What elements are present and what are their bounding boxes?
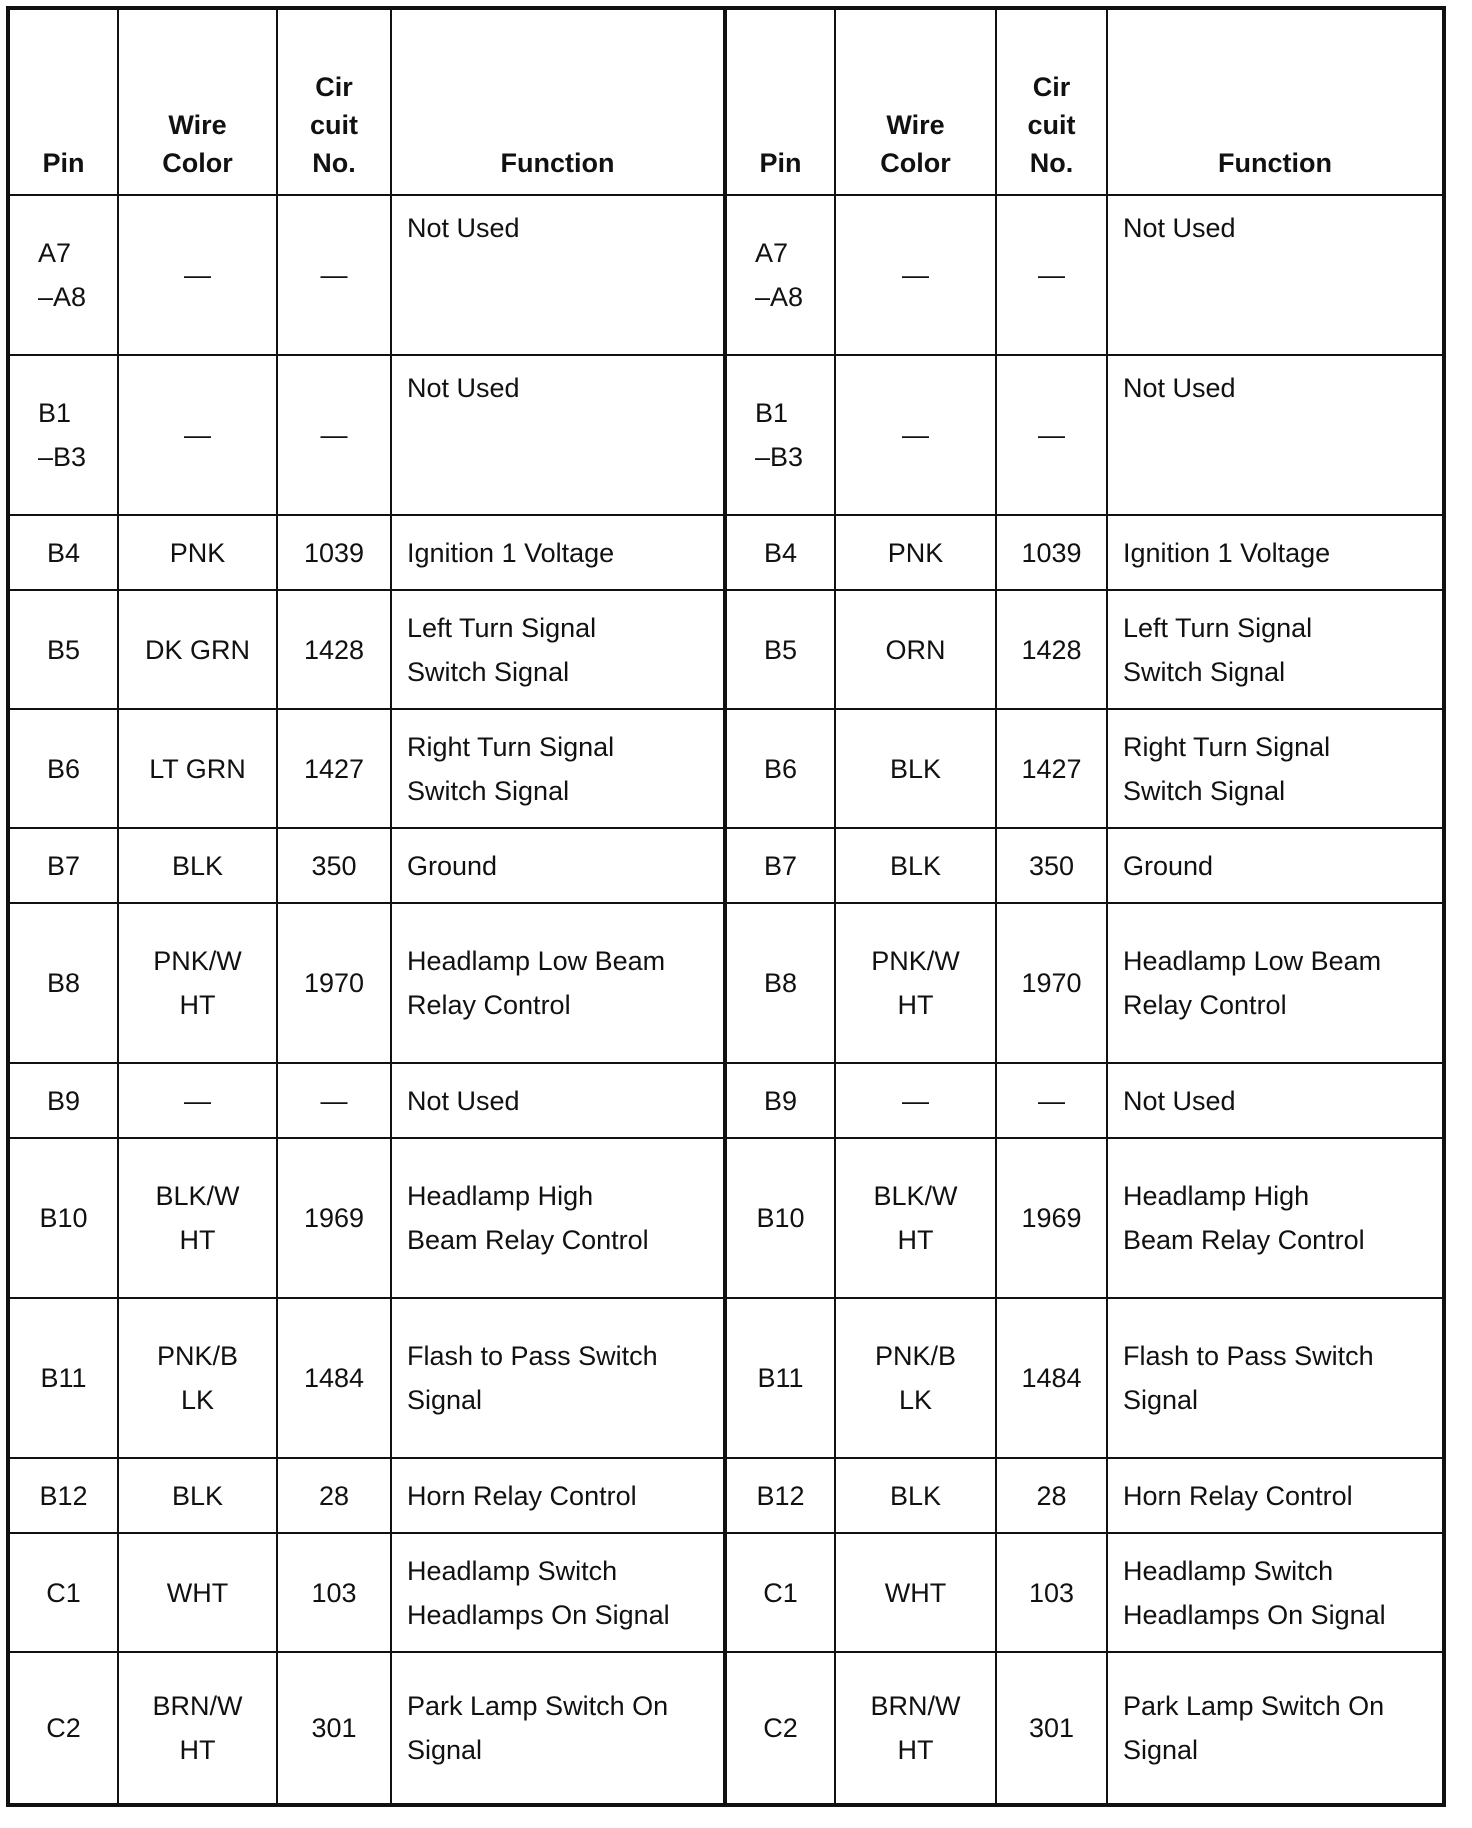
pin-cell: B9 bbox=[725, 1063, 835, 1138]
table-row bbox=[8, 355, 1444, 515]
pin-cell: B6 bbox=[725, 709, 835, 828]
table-row bbox=[8, 195, 1444, 355]
wire-color-cell: PNK bbox=[118, 515, 277, 590]
table-row bbox=[8, 515, 1444, 590]
function-cell: Park Lamp Switch On Signal bbox=[1107, 1652, 1444, 1805]
function-cell: Not Used bbox=[391, 355, 725, 515]
wire-color-cell: LT GRN bbox=[118, 709, 277, 828]
wire-color-cell: PNK bbox=[835, 515, 996, 590]
circuit-cell: — bbox=[277, 195, 391, 355]
pin-cell: C2 bbox=[725, 1652, 835, 1805]
circuit-cell: 1484 bbox=[277, 1298, 391, 1458]
wire-color-cell: — bbox=[118, 355, 277, 515]
wire-color-cell: BRN/W HT bbox=[118, 1652, 277, 1805]
circuit-cell: 1427 bbox=[277, 709, 391, 828]
wire-color-cell: BLK bbox=[118, 828, 277, 903]
wire-color-cell: BLK/W HT bbox=[118, 1138, 277, 1298]
circuit-cell: 1970 bbox=[277, 903, 391, 1063]
function-cell: Left Turn Signal Switch Signal bbox=[1107, 590, 1444, 709]
function-cell: Headlamp High Beam Relay Control bbox=[1107, 1138, 1444, 1298]
header-pin: Pin bbox=[8, 8, 118, 195]
function-cell: Headlamp Switch Headlamps On Signal bbox=[391, 1533, 725, 1652]
pin-cell: B7 bbox=[8, 828, 118, 903]
pin-cell: B4 bbox=[725, 515, 835, 590]
pin-cell: B9 bbox=[8, 1063, 118, 1138]
function-cell: Headlamp High Beam Relay Control bbox=[391, 1138, 725, 1298]
function-cell: Ignition 1 Voltage bbox=[1107, 515, 1444, 590]
pin-cell: C1 bbox=[725, 1533, 835, 1652]
function-cell: Left Turn Signal Switch Signal bbox=[391, 590, 725, 709]
table-row bbox=[8, 903, 1444, 1063]
pin-cell: B6 bbox=[8, 709, 118, 828]
circuit-cell: 1039 bbox=[277, 515, 391, 590]
function-cell: Ground bbox=[391, 828, 725, 903]
function-cell: Flash to Pass Switch Signal bbox=[391, 1298, 725, 1458]
circuit-cell: — bbox=[277, 1063, 391, 1138]
function-cell: Ignition 1 Voltage bbox=[391, 515, 725, 590]
function-cell: Horn Relay Control bbox=[391, 1458, 725, 1533]
table-row bbox=[8, 828, 1444, 903]
circuit-cell: 301 bbox=[277, 1652, 391, 1805]
wire-color-cell: PNK/B LK bbox=[118, 1298, 277, 1458]
pin-cell: B1 –B3 bbox=[725, 355, 835, 515]
pin-cell: B10 bbox=[8, 1138, 118, 1298]
pin-cell: B5 bbox=[8, 590, 118, 709]
circuit-cell: 1427 bbox=[996, 709, 1107, 828]
pin-cell: B11 bbox=[8, 1298, 118, 1458]
wire-color-cell: PNK/W HT bbox=[118, 903, 277, 1063]
circuit-cell: 1969 bbox=[996, 1138, 1107, 1298]
circuit-cell: 28 bbox=[277, 1458, 391, 1533]
circuit-cell: — bbox=[277, 355, 391, 515]
function-cell: Not Used bbox=[391, 1063, 725, 1138]
pin-cell: B8 bbox=[725, 903, 835, 1063]
table-row bbox=[8, 1458, 1444, 1533]
wire-color-cell: — bbox=[835, 195, 996, 355]
circuit-cell: 1484 bbox=[996, 1298, 1107, 1458]
pin-cell: B8 bbox=[8, 903, 118, 1063]
function-cell: Not Used bbox=[1107, 355, 1444, 515]
wire-color-cell: BLK bbox=[835, 828, 996, 903]
wire-color-cell: PNK/B LK bbox=[835, 1298, 996, 1458]
function-cell: Headlamp Low Beam Relay Control bbox=[1107, 903, 1444, 1063]
table-row bbox=[8, 1063, 1444, 1138]
table-row bbox=[8, 1533, 1444, 1652]
header-pin: Pin bbox=[725, 8, 835, 195]
pin-cell: A7 –A8 bbox=[8, 195, 118, 355]
circuit-cell: — bbox=[996, 195, 1107, 355]
table-row bbox=[8, 1652, 1444, 1805]
wire-color-cell: WHT bbox=[118, 1533, 277, 1652]
circuit-cell: 350 bbox=[996, 828, 1107, 903]
circuit-cell: 1428 bbox=[277, 590, 391, 709]
function-cell: Flash to Pass Switch Signal bbox=[1107, 1298, 1444, 1458]
circuit-cell: 103 bbox=[996, 1533, 1107, 1652]
function-cell: Not Used bbox=[1107, 195, 1444, 355]
wire-color-cell: BLK bbox=[118, 1458, 277, 1533]
function-cell: Not Used bbox=[1107, 1063, 1444, 1138]
wire-color-cell: DK GRN bbox=[118, 590, 277, 709]
function-cell: Ground bbox=[1107, 828, 1444, 903]
function-cell: Horn Relay Control bbox=[1107, 1458, 1444, 1533]
header-wire-color: Wire Color bbox=[835, 8, 996, 195]
table-row bbox=[8, 1138, 1444, 1298]
circuit-cell: 350 bbox=[277, 828, 391, 903]
function-cell: Headlamp Switch Headlamps On Signal bbox=[1107, 1533, 1444, 1652]
table-row bbox=[8, 590, 1444, 709]
wire-color-cell: — bbox=[835, 1063, 996, 1138]
circuit-cell: 1970 bbox=[996, 903, 1107, 1063]
circuit-cell: — bbox=[996, 355, 1107, 515]
header-function: Function bbox=[391, 8, 725, 195]
circuit-cell: 1428 bbox=[996, 590, 1107, 709]
function-cell: Park Lamp Switch On Signal bbox=[391, 1652, 725, 1805]
circuit-cell: 1039 bbox=[996, 515, 1107, 590]
wire-color-cell: BRN/W HT bbox=[835, 1652, 996, 1805]
header-function: Function bbox=[1107, 8, 1444, 195]
function-cell: Not Used bbox=[391, 195, 725, 355]
wire-color-cell: WHT bbox=[835, 1533, 996, 1652]
pin-cell: C1 bbox=[8, 1533, 118, 1652]
pin-cell: B12 bbox=[8, 1458, 118, 1533]
wire-color-cell: BLK bbox=[835, 1458, 996, 1533]
wire-color-cell: PNK/W HT bbox=[835, 903, 996, 1063]
table-row bbox=[8, 1298, 1444, 1458]
header-wire-color: Wire Color bbox=[118, 8, 277, 195]
circuit-cell: 301 bbox=[996, 1652, 1107, 1805]
circuit-cell: 1969 bbox=[277, 1138, 391, 1298]
pin-cell: B10 bbox=[725, 1138, 835, 1298]
pin-cell: B5 bbox=[725, 590, 835, 709]
wire-color-cell: BLK bbox=[835, 709, 996, 828]
pin-cell: C2 bbox=[8, 1652, 118, 1805]
circuit-cell: — bbox=[996, 1063, 1107, 1138]
function-cell: Right Turn Signal Switch Signal bbox=[391, 709, 725, 828]
wire-color-cell: — bbox=[118, 195, 277, 355]
table-row bbox=[8, 709, 1444, 828]
pin-cell: B11 bbox=[725, 1298, 835, 1458]
pin-cell: B1 –B3 bbox=[8, 355, 118, 515]
header-row bbox=[8, 8, 1444, 195]
wire-color-cell: ORN bbox=[835, 590, 996, 709]
function-cell: Headlamp Low Beam Relay Control bbox=[391, 903, 725, 1063]
wire-color-cell: — bbox=[118, 1063, 277, 1138]
pin-cell: A7 –A8 bbox=[725, 195, 835, 355]
pin-cell: B7 bbox=[725, 828, 835, 903]
wire-color-cell: — bbox=[835, 355, 996, 515]
header-circuit-no: Cir cuit No. bbox=[277, 8, 391, 195]
function-cell: Right Turn Signal Switch Signal bbox=[1107, 709, 1444, 828]
pin-cell: B4 bbox=[8, 515, 118, 590]
pin-table bbox=[6, 6, 1446, 1807]
circuit-cell: 28 bbox=[996, 1458, 1107, 1533]
wire-color-cell: BLK/W HT bbox=[835, 1138, 996, 1298]
header-circuit-no: Cir cuit No. bbox=[996, 8, 1107, 195]
circuit-cell: 103 bbox=[277, 1533, 391, 1652]
pin-cell: B12 bbox=[725, 1458, 835, 1533]
